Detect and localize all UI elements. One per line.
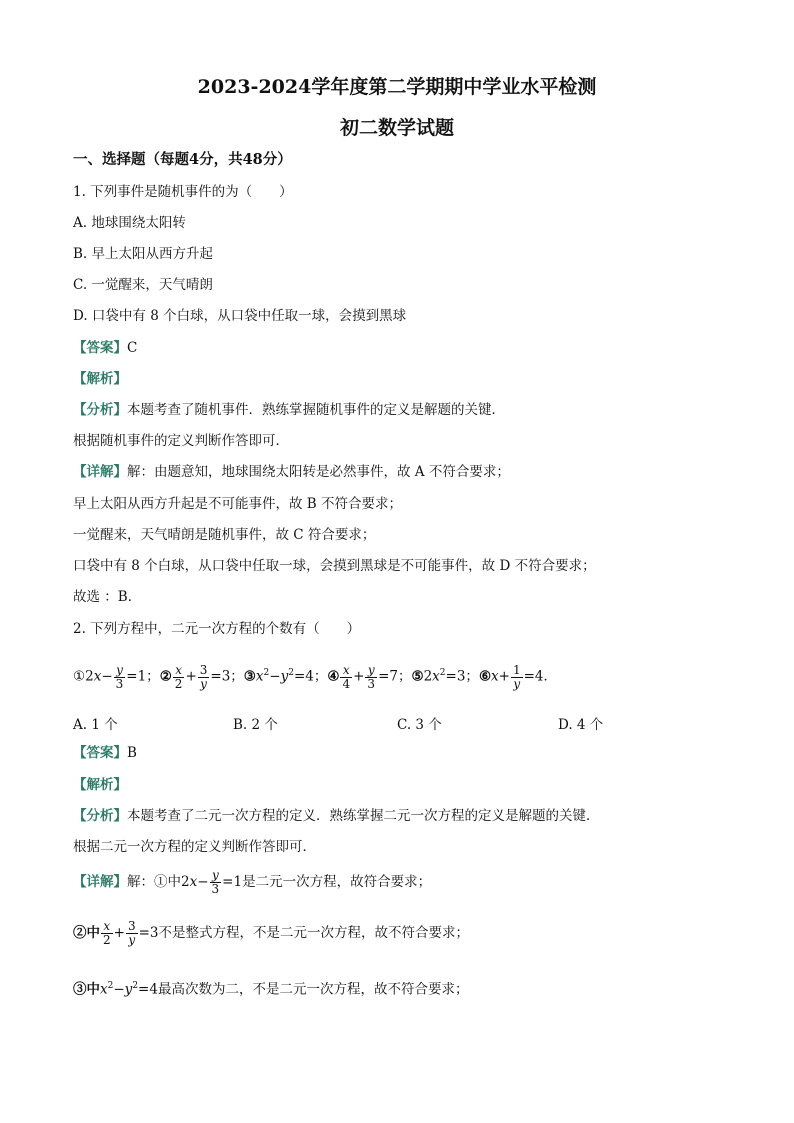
q1-stem: 1. 下列事件是随机事件的为（ ） [73, 184, 293, 200]
fenxi-tag-2: 【分析】 [73, 808, 127, 824]
q1-option-d: D. 口袋中有 8 个白球，从口袋中任取一球，会摸到黑球 [73, 308, 407, 324]
q2-analysis-line [73, 776, 127, 794]
q1-answer-line [73, 339, 137, 357]
q2-fenxi: 本题考查了二元一次方程的定义．熟练掌握二元一次方程的定义是解题的关键． [127, 808, 600, 824]
q2-option-b: B. 2 个 [233, 717, 278, 733]
page-subtitle: 初二数学试题 [339, 117, 454, 139]
q2-answer-line [73, 744, 137, 762]
q1-detail-2: 早上太阳从西方升起是不可能事件，故 B 不符合要求； [73, 496, 403, 512]
q2-stem: 2. 下列方程中，二元一次方程的个数有（ ） [73, 621, 361, 637]
q2-detail-1: 【详解】解：①中2x− $\frac{y}{3}$ =1是二元一次方程，故符合要求； [73, 868, 432, 896]
q1-detail-3: 一觉醒来，天气晴朗是随机事件，故 C 符合要求； [73, 527, 376, 543]
q2-equations: ①2x− $\frac{y}{3}$ =1；② $\frac{x}{2}$ + $\frac{3}{y}$ =3；$③x^2-y^2=4$；④ $\frac{x}{4}$ + $\frac{y}{3}$ =7；$⑤2x^2=3$；⑥x+ $\frac{1}{y}$ =4． [73, 662, 558, 691]
q1-option-c: C. 一觉醒来，天气晴朗 [73, 277, 213, 293]
q2-detail-3: ③中$x^2-y^2=4$最高次数为二，不是二元一次方程，故不符合要求； [73, 981, 469, 998]
analysis-tag-2: 【解析】 [73, 777, 127, 793]
q1-detail-line [73, 463, 510, 481]
q1-fenxi: 本题考查了随机事件．熟练掌握随机事件的定义是解题的关键． [127, 402, 505, 418]
q2-option-c: C. 3 个 [397, 717, 442, 733]
q1-fenxi-line [73, 401, 505, 419]
q2-fenxi-line [73, 807, 600, 825]
q2-method: 根据二元一次方程的定义判断作答即可． [73, 839, 316, 855]
q1-analysis-line [73, 370, 127, 388]
q1-detail-1: 解：由题意知，地球围绕太阳转是必然事件，故 A 不符合要求； [127, 464, 510, 480]
section-heading: 一、选择题（每题4分，共48分） [73, 151, 292, 168]
q1-detail-4: 口袋中有 8 个白球，从口袋中任取一球，会摸到黑球是不可能事件，故 D 不符合要求； [73, 558, 596, 574]
q1-answer: C [127, 340, 138, 356]
q1-conclusion: 故选 ：B． [73, 589, 142, 605]
q2-detail-2: ②中 $\frac{x}{2}$ + $\frac{3}{y}$ =3不是整式方程，不是二元一次方程，故不符合要求； [73, 919, 469, 947]
answer-tag: 【答案】 [73, 340, 127, 356]
q2-option-a: A. 1 个 [73, 717, 118, 733]
q2-answer: B [127, 745, 137, 761]
page-title: 2023-2024学年度第二学期期中学业水平检测 [197, 76, 597, 98]
q1-method: 根据随机事件的定义判断作答即可． [73, 433, 289, 449]
detail-tag: 【详解】 [73, 464, 127, 480]
answer-tag-2: 【答案】 [73, 745, 127, 761]
analysis-tag: 【解析】 [73, 371, 127, 387]
q1-option-b: B. 早上太阳从西方升起 [73, 246, 214, 262]
detail-tag-2: 【详解】 [73, 874, 127, 890]
fenxi-tag: 【分析】 [73, 402, 127, 418]
q2-option-d: D. 4 个 [558, 717, 604, 733]
q1-option-a: A. 地球围绕太阳转 [73, 215, 186, 231]
